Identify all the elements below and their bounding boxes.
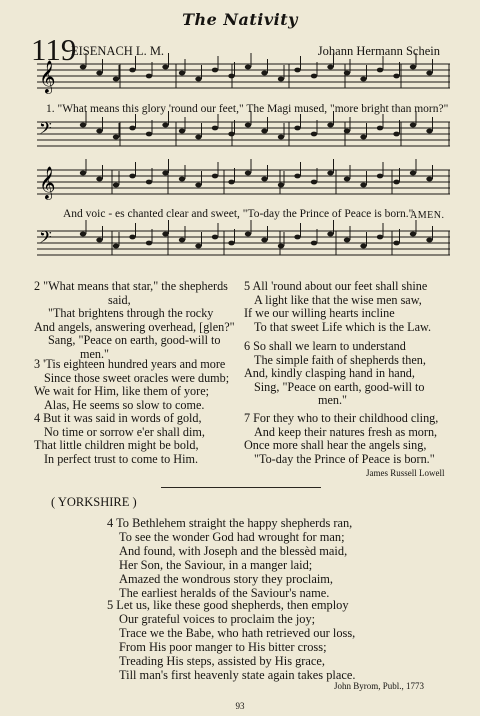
notehead <box>146 241 152 246</box>
notehead <box>311 241 317 246</box>
svg-text:𝄞: 𝄞 <box>39 60 56 93</box>
notehead <box>261 129 267 134</box>
stanza-line: men." <box>318 393 348 408</box>
notehead <box>212 68 218 73</box>
stanza-line: In perfect trust to come to Him. <box>44 451 198 466</box>
stanza-line: "To-day the Prince of Peace is born." <box>254 451 435 466</box>
notehead <box>195 183 201 188</box>
svg-text:𝄢: 𝄢 <box>39 227 52 251</box>
notehead <box>278 135 284 140</box>
notehead <box>393 241 399 246</box>
notehead <box>278 244 284 249</box>
stanza-line: No time or sorrow e'er shall dim, <box>44 424 205 439</box>
notehead <box>96 71 102 76</box>
notehead <box>212 174 218 179</box>
notehead <box>179 129 185 134</box>
stanza-line: men." <box>80 346 110 361</box>
notehead <box>195 244 201 249</box>
stanza-7 <box>244 412 438 466</box>
svg-text:𝄞: 𝄞 <box>39 166 56 199</box>
divider-rule <box>161 487 321 488</box>
stanza-line: A light like that the wise men saw, <box>254 292 422 307</box>
stanza-line: 5 Let us, like these good shepherds, then employ <box>107 598 349 612</box>
stanza-line: 3 'Tis eighteen hundred years and more <box>34 357 226 371</box>
stanza-line: 7 For they who to their childhood cling, <box>244 411 439 425</box>
composer-credit: Johann Hermann Schein <box>317 44 440 58</box>
notehead <box>113 135 119 140</box>
notehead <box>393 74 399 79</box>
notehead <box>212 126 218 131</box>
stanza-5 <box>244 280 431 334</box>
stanza-line: "That brightens through the rocky <box>48 306 214 321</box>
stanza-4 <box>34 412 205 466</box>
notehead <box>96 238 102 243</box>
notehead <box>311 132 317 137</box>
author-credit: James Russell Lowell <box>366 468 445 478</box>
stanza-line: If we our willing hearts incline <box>244 306 395 321</box>
notehead <box>195 77 201 82</box>
notehead <box>294 235 300 240</box>
notehead <box>410 65 416 70</box>
notehead <box>195 135 201 140</box>
stanza-line: The earliest heralds of the Saviour's name. <box>119 586 330 600</box>
stanza-line: Amazed the wondrous story they proclaim, <box>119 572 334 586</box>
notehead <box>80 123 86 128</box>
page-number: 93 <box>235 701 245 711</box>
notehead <box>360 244 366 249</box>
stanza-line: We wait for Him, like them of yore; <box>34 384 210 399</box>
notehead <box>80 171 86 176</box>
stanza-line: Alas, He seems so slow to come. <box>44 397 205 412</box>
yorkshire-credit: John Byrom, Publ., 1773 <box>334 681 425 691</box>
stanza-2 <box>34 280 235 362</box>
notehead <box>278 183 284 188</box>
notehead <box>113 77 119 82</box>
lyric-line-2: And voic - es chanted clear and sweet, "To-day the Prince of Peace is born." <box>63 208 414 220</box>
tune-name: EISENACH L. M. <box>71 44 165 58</box>
stanza-line: Sang, "Peace on earth, good-will to <box>48 333 221 348</box>
notehead <box>129 68 135 73</box>
stanza-line: Trace we the Babe, who hath retrieved our loss, <box>119 626 356 640</box>
notehead <box>410 232 416 237</box>
notehead <box>360 183 366 188</box>
notehead <box>294 126 300 131</box>
amen-label: AMEN. <box>410 210 445 221</box>
stanza-line: Sing, "Peace on earth, good-will to <box>254 379 425 394</box>
yorkshire-stanza-5 <box>107 598 355 682</box>
notehead <box>278 77 284 82</box>
notehead <box>377 126 383 131</box>
notehead <box>261 238 267 243</box>
notehead <box>426 177 432 182</box>
stanza-line: 4 To Bethlehem straight the happy shepherds ran, <box>107 516 353 530</box>
notehead <box>96 129 102 134</box>
notehead <box>146 132 152 137</box>
notehead <box>212 235 218 240</box>
notehead <box>245 123 251 128</box>
stanza-line: Till man's first heavenly state again takes place. <box>119 668 356 682</box>
notehead <box>179 177 185 182</box>
stanza-6 <box>244 340 426 408</box>
notehead <box>393 180 399 185</box>
stanza-line: Her Son, the Saviour, in a manger laid; <box>119 558 313 572</box>
notehead <box>426 238 432 243</box>
stanza-line: Treading His steps, assisted by His grace, <box>119 654 326 668</box>
notehead <box>294 174 300 179</box>
notehead <box>426 129 432 134</box>
notehead <box>162 123 168 128</box>
notehead <box>96 177 102 182</box>
notehead <box>344 71 350 76</box>
stanza-line: 2 "What means that star," the shepherds <box>34 279 228 293</box>
notehead <box>146 74 152 79</box>
stanza-line: 5 All 'round about our feet shall shine <box>244 279 428 293</box>
notehead <box>113 244 119 249</box>
notehead <box>393 132 399 137</box>
lyric-line-1: 1. "What means this glory 'round our feet," The Magi mused, "more bright than morn?" <box>46 103 449 115</box>
notehead <box>261 71 267 76</box>
notehead <box>377 68 383 73</box>
notehead <box>344 129 350 134</box>
notehead <box>80 232 86 237</box>
notehead <box>344 238 350 243</box>
notehead <box>311 180 317 185</box>
stanza-line: Our grateful voices to proclaim the joy; <box>119 612 316 626</box>
stanza-3 <box>34 358 229 412</box>
stanza-line: 6 So shall we learn to understand <box>244 339 406 353</box>
notehead <box>146 180 152 185</box>
stanza-line: 4 But it was said in words of gold, <box>34 411 202 425</box>
notehead <box>228 241 234 246</box>
notehead <box>344 177 350 182</box>
notehead <box>162 171 168 176</box>
stanza-line: And found, with Joseph and the blessèd maid, <box>119 544 348 558</box>
notehead <box>162 232 168 237</box>
notehead <box>228 132 234 137</box>
notehead <box>261 177 267 182</box>
notehead <box>377 174 383 179</box>
stanza-line: Since those sweet oracles were dumb; <box>44 370 230 385</box>
notehead <box>245 171 251 176</box>
notehead <box>129 126 135 131</box>
notehead <box>113 183 119 188</box>
yorkshire-stanza-4 <box>107 516 352 600</box>
notehead <box>179 238 185 243</box>
notehead <box>129 174 135 179</box>
notehead <box>327 123 333 128</box>
notehead <box>377 235 383 240</box>
stanza-line: To that sweet Life which is the Law. <box>254 319 432 334</box>
notehead <box>179 71 185 76</box>
notehead <box>245 232 251 237</box>
notehead <box>327 232 333 237</box>
notehead <box>360 77 366 82</box>
notehead <box>228 74 234 79</box>
notehead <box>410 123 416 128</box>
svg-text:𝄢: 𝄢 <box>39 118 52 142</box>
stanza-line: said, <box>108 292 131 307</box>
notehead <box>129 235 135 240</box>
notehead <box>327 65 333 70</box>
hymn-number: 119 <box>31 32 77 67</box>
notehead <box>327 171 333 176</box>
notehead <box>294 68 300 73</box>
stanza-line: Once more shall hear the angels sing, <box>244 438 427 453</box>
notehead <box>245 65 251 70</box>
stanza-line: From His poor manger to His bitter cross; <box>119 640 327 654</box>
section-title: The Nativity <box>182 10 298 29</box>
stanza-line: That little children might be bold, <box>34 438 199 453</box>
stanza-line: And keep their natures fresh as morn, <box>254 424 438 439</box>
notehead <box>228 180 234 185</box>
notehead <box>162 65 168 70</box>
stanza-line: The simple faith of shepherds then, <box>254 352 426 367</box>
stanza-line: To see the wonder God had wrought for man; <box>119 530 345 544</box>
stanza-line: And angels, answering overhead, [glen?" <box>34 319 235 334</box>
notehead <box>360 135 366 140</box>
tune-label-yorkshire: ( YORKSHIRE ) <box>51 495 137 509</box>
notehead <box>80 65 86 70</box>
notehead <box>410 171 416 176</box>
notehead <box>426 71 432 76</box>
stanza-line: And, kindly clasping hand in hand, <box>244 366 415 381</box>
notehead <box>311 74 317 79</box>
